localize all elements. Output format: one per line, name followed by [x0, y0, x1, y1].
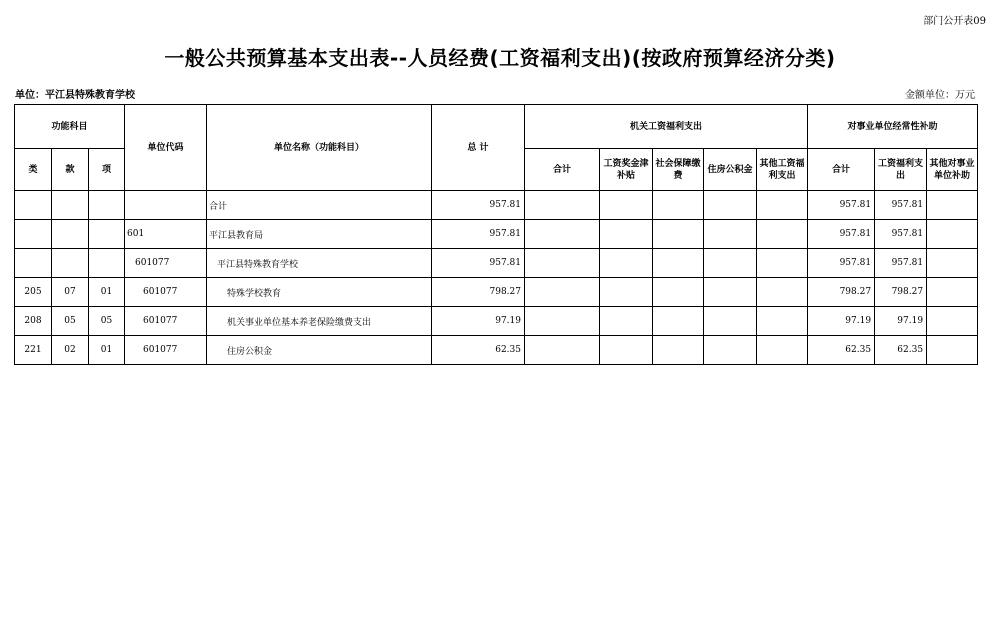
cell-total: 957.81 — [432, 220, 525, 249]
cell-gov-housing — [704, 336, 757, 365]
cell-gov-social — [653, 278, 704, 307]
cell-inst-other — [927, 278, 978, 307]
cell-inst-total: 798.27 — [808, 278, 875, 307]
cell-gov-wage — [600, 220, 653, 249]
cell-inst-wage: 957.81 — [875, 191, 927, 220]
cell-gov-wage — [600, 278, 653, 307]
cell-xiang — [89, 191, 125, 220]
cell-xiang: 05 — [89, 307, 125, 336]
cell-gov-total — [525, 278, 600, 307]
cell-code: 601077 — [125, 336, 207, 365]
cell-inst-total: 62.35 — [808, 336, 875, 365]
cell-name: 特殊学校教育 — [207, 278, 432, 307]
cell-gov-other — [757, 336, 808, 365]
cell-code: 601 — [125, 220, 207, 249]
cell-inst-total: 957.81 — [808, 220, 875, 249]
header-gov-wage: 工资奖金津补贴 — [600, 149, 653, 191]
cell-name: 平江县特殊教育学校 — [207, 249, 432, 278]
cell-gov-housing — [704, 307, 757, 336]
cell-gov-total — [525, 249, 600, 278]
header-gov-other: 其他工资福利支出 — [757, 149, 808, 191]
cell-gov-other — [757, 220, 808, 249]
table-row — [15, 278, 978, 307]
cell-gov-housing — [704, 220, 757, 249]
cell-inst-wage: 957.81 — [875, 220, 927, 249]
cell-code: 601077 — [125, 278, 207, 307]
header-inst-total: 合计 — [808, 149, 875, 191]
cell-xiang: 01 — [89, 278, 125, 307]
cell-kuan: 05 — [52, 307, 89, 336]
cell-gov-social — [653, 249, 704, 278]
cell-xiang — [89, 249, 125, 278]
cell-kuan: 02 — [52, 336, 89, 365]
cell-inst-other — [927, 249, 978, 278]
cell-gov-total — [525, 307, 600, 336]
page-title: 一般公共预算基本支出表--人员经费(工资福利支出)(按政府预算经济分类) — [164, 46, 836, 70]
unit-label: 单位：平江县特殊教育学校 — [15, 90, 135, 101]
cell-gov-social — [653, 220, 704, 249]
header-kuan: 款 — [52, 149, 89, 191]
cell-gov-total — [525, 336, 600, 365]
cell-gov-social — [653, 336, 704, 365]
cell-gov-other — [757, 191, 808, 220]
form-number: 部门公开表09 — [923, 16, 986, 27]
cell-inst-other — [927, 191, 978, 220]
header-inst-group: 对事业单位经常性补助 — [808, 105, 978, 149]
cell-xiang: 01 — [89, 336, 125, 365]
cell-gov-housing — [704, 191, 757, 220]
cell-name: 平江县教育局 — [207, 220, 432, 249]
header-func-subject: 功能科目 — [15, 105, 125, 149]
header-xiang: 项 — [89, 149, 125, 191]
cell-inst-total: 957.81 — [808, 249, 875, 278]
header-gov-social: 社会保障缴费 — [653, 149, 704, 191]
cell-kuan: 07 — [52, 278, 89, 307]
cell-code: 601077 — [125, 307, 207, 336]
header-inst-wage: 工资福利支出 — [875, 149, 927, 191]
cell-inst-other — [927, 307, 978, 336]
cell-gov-social — [653, 307, 704, 336]
cell-name: 住房公积金 — [207, 336, 432, 365]
cell-total: 62.35 — [432, 336, 525, 365]
table-row — [15, 249, 978, 278]
cell-inst-other — [927, 336, 978, 365]
cell-gov-wage — [600, 191, 653, 220]
header-total: 总 计 — [432, 105, 525, 191]
cell-inst-wage: 62.35 — [875, 336, 927, 365]
cell-total: 798.27 — [432, 278, 525, 307]
cell-kuan — [52, 220, 89, 249]
cell-total: 957.81 — [432, 191, 525, 220]
header-unit-code: 单位代码 — [125, 105, 207, 191]
cell-gov-housing — [704, 249, 757, 278]
header-gov-housing: 住房公积金 — [704, 149, 757, 191]
cell-gov-social — [653, 191, 704, 220]
money-unit-label: 金额单位：万元 — [905, 90, 975, 101]
cell-lei — [15, 249, 52, 278]
cell-inst-total: 97.19 — [808, 307, 875, 336]
cell-inst-other — [927, 220, 978, 249]
table-row — [15, 191, 978, 220]
cell-gov-total — [525, 220, 600, 249]
cell-gov-total — [525, 191, 600, 220]
cell-name: 机关事业单位基本养老保险缴费支出 — [207, 307, 432, 336]
cell-kuan — [52, 249, 89, 278]
cell-lei — [15, 220, 52, 249]
cell-inst-wage: 798.27 — [875, 278, 927, 307]
header-unit-name: 单位名称（功能科目） — [207, 105, 432, 191]
header-gov-group: 机关工资福利支出 — [525, 105, 808, 149]
cell-total: 97.19 — [432, 307, 525, 336]
cell-code — [125, 191, 207, 220]
table-row — [15, 220, 978, 249]
cell-gov-wage — [600, 249, 653, 278]
cell-gov-wage — [600, 307, 653, 336]
cell-xiang — [89, 220, 125, 249]
cell-gov-wage — [600, 336, 653, 365]
budget-table — [14, 104, 978, 365]
header-inst-other: 其他对事业单位补助 — [927, 149, 978, 191]
cell-gov-other — [757, 307, 808, 336]
header-gov-total: 合计 — [525, 149, 600, 191]
cell-gov-housing — [704, 278, 757, 307]
cell-lei: 205 — [15, 278, 52, 307]
cell-gov-other — [757, 278, 808, 307]
table-row — [15, 336, 978, 365]
table-row — [15, 307, 978, 336]
header-lei: 类 — [15, 149, 52, 191]
cell-lei: 221 — [15, 336, 52, 365]
cell-name: 合计 — [207, 191, 432, 220]
cell-kuan — [52, 191, 89, 220]
cell-inst-wage: 957.81 — [875, 249, 927, 278]
cell-inst-total: 957.81 — [808, 191, 875, 220]
cell-total: 957.81 — [432, 249, 525, 278]
cell-code: 601077 — [125, 249, 207, 278]
cell-gov-other — [757, 249, 808, 278]
cell-lei: 208 — [15, 307, 52, 336]
cell-inst-wage: 97.19 — [875, 307, 927, 336]
cell-lei — [15, 191, 52, 220]
